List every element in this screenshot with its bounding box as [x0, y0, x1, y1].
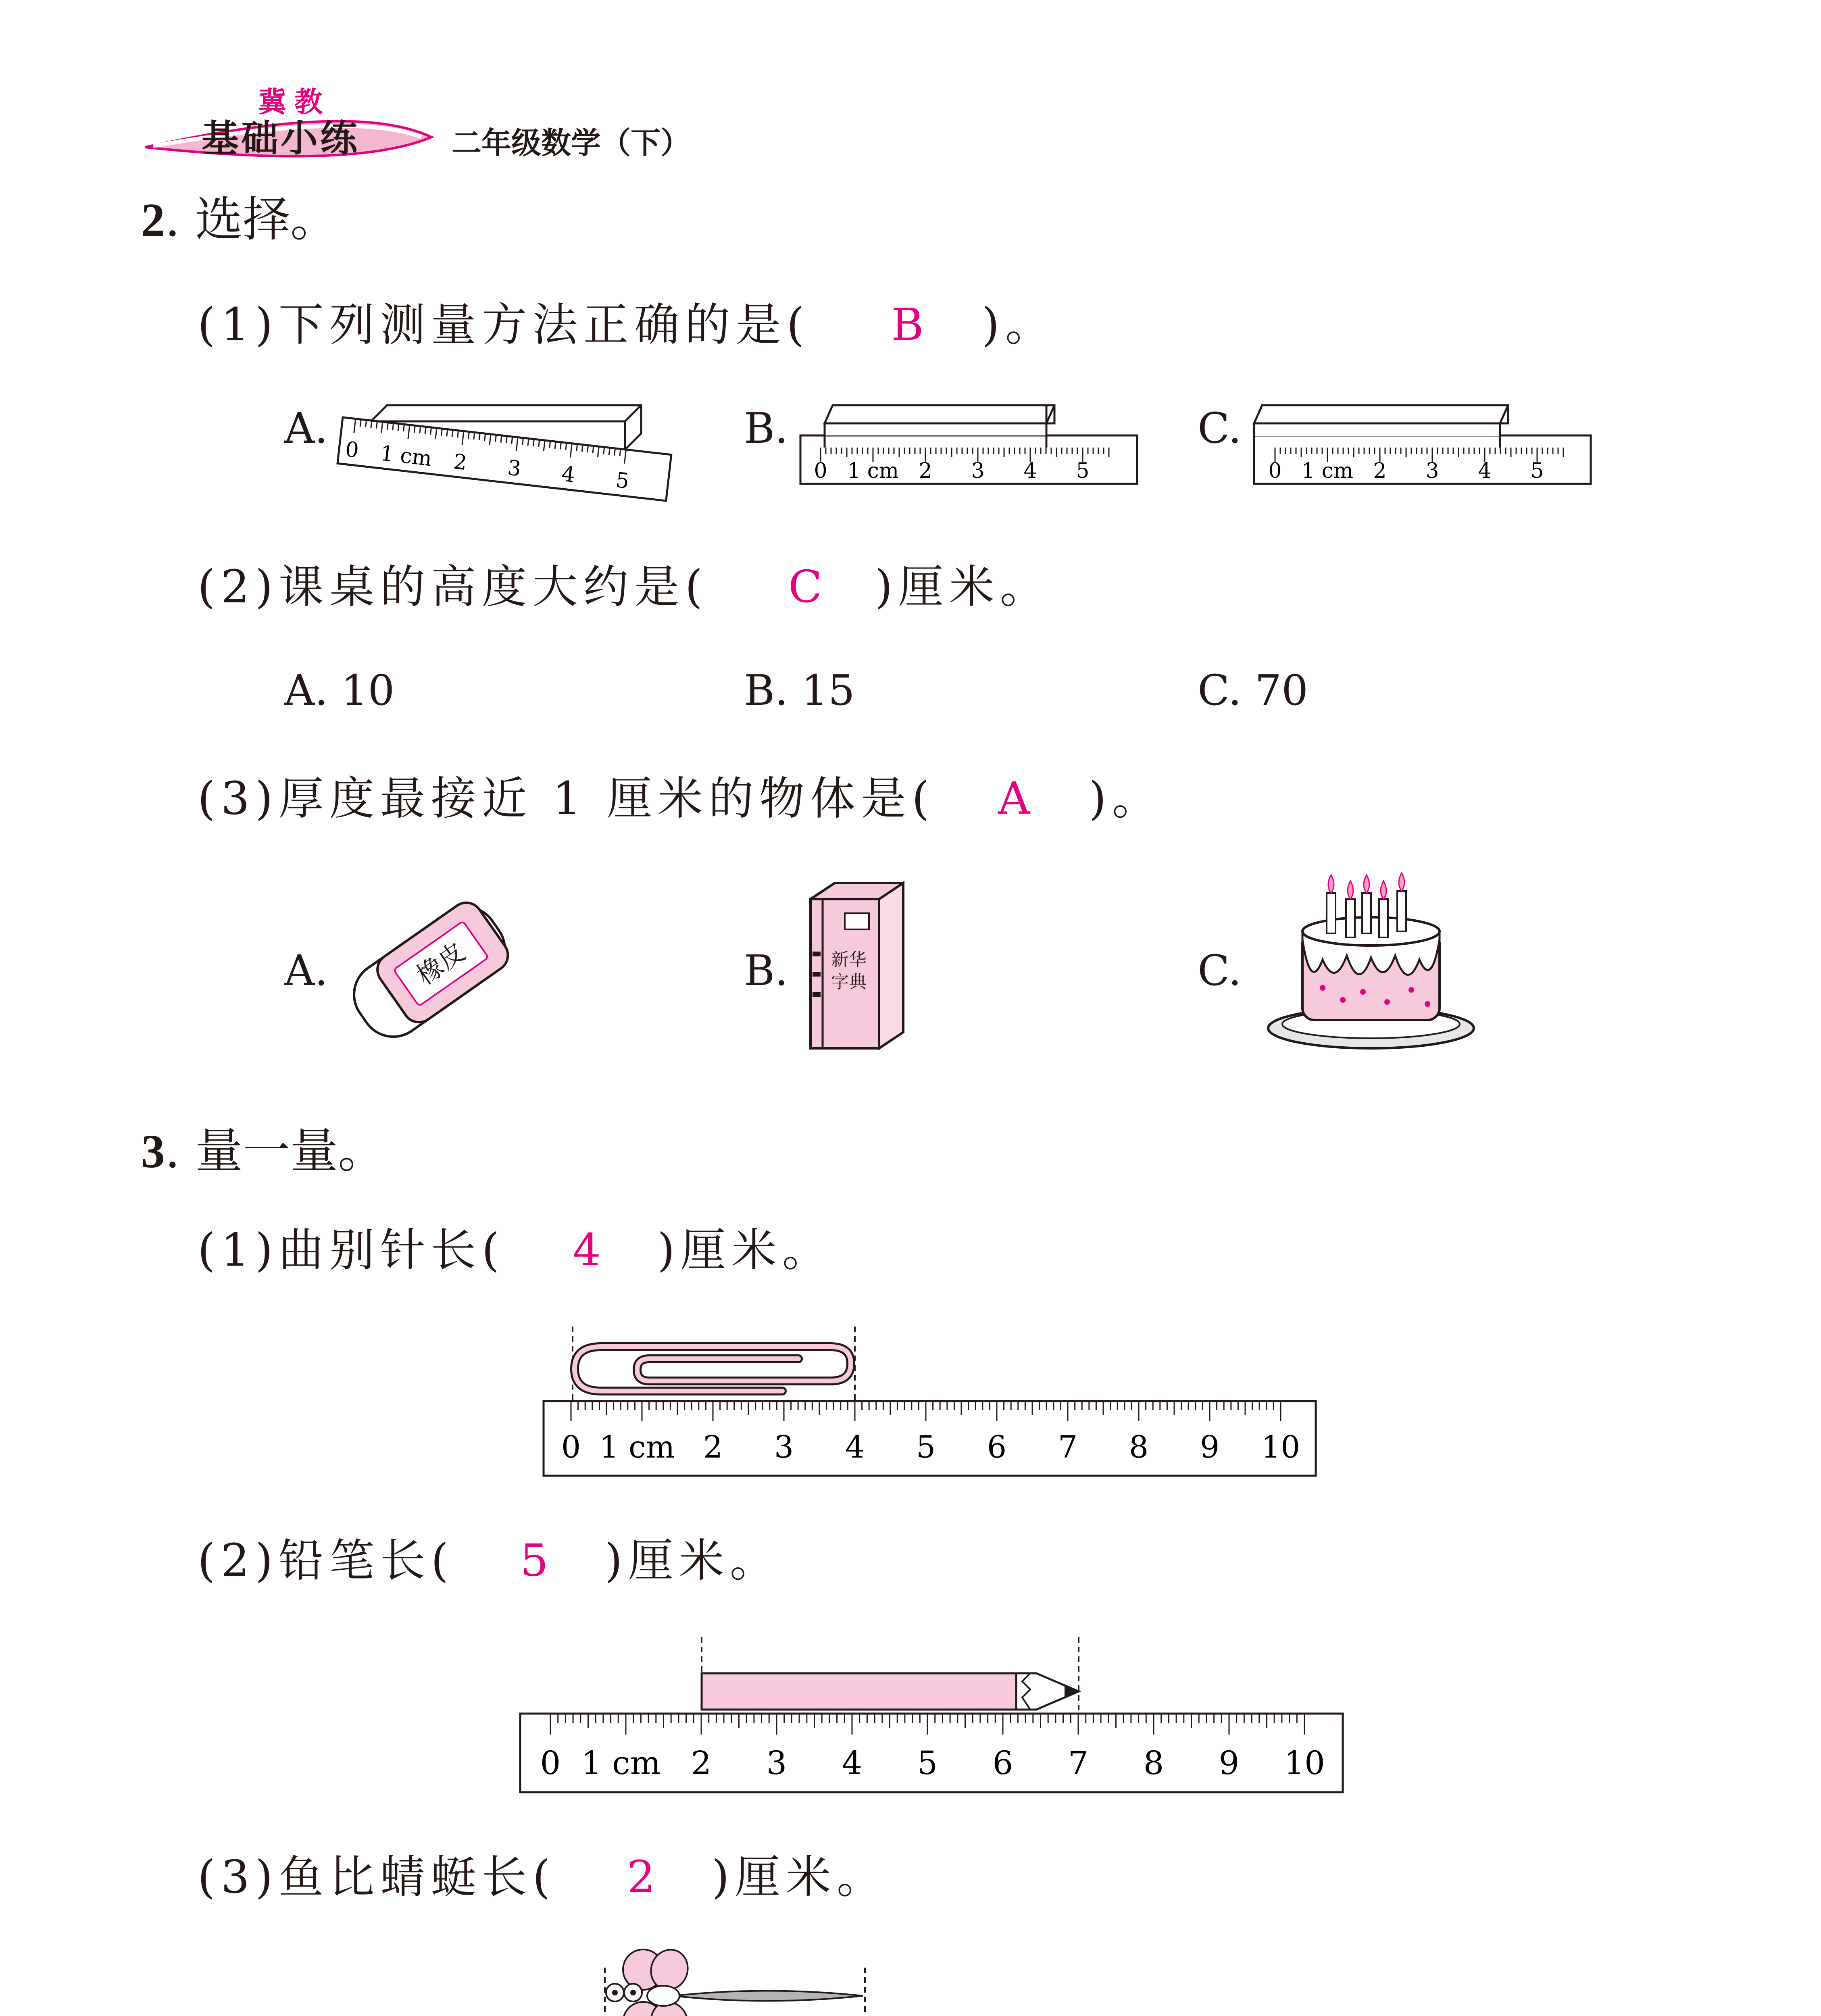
cake-icon — [1258, 871, 1484, 1056]
s2-q1-close: )。 — [982, 299, 1056, 351]
ruler10-b-label: 1 cm — [581, 1744, 661, 1782]
ruler10-b-label: 2 — [691, 1744, 712, 1782]
ruler-tick — [441, 429, 442, 436]
ruler-tick — [403, 424, 404, 431]
ruler-tick — [414, 425, 415, 433]
ruler-tick — [371, 421, 372, 428]
ruler10-b-label: 8 — [1143, 1744, 1164, 1782]
ruler-b-label: 0 — [814, 459, 827, 483]
ruler-option-a — [331, 399, 694, 520]
s2-q1-answer[interactable]: B — [891, 299, 924, 350]
brand-top: 冀教 — [258, 85, 331, 119]
ruler10-a-label: 4 — [845, 1429, 865, 1465]
ruler-tick — [528, 439, 529, 446]
section3-number: 3 — [141, 1125, 165, 1178]
s2-q3 — [198, 773, 935, 825]
ruler-c-label: 2 — [1373, 459, 1387, 483]
ruler-tick — [512, 437, 513, 444]
s3-q3 — [198, 1851, 556, 1904]
s2-q1-option-c: C. — [1198, 404, 1242, 453]
ruler10-b-label: 10 — [1284, 1744, 1325, 1782]
ruler-tick — [360, 419, 361, 427]
s2-q2-label: (2) — [198, 561, 279, 613]
s3-q1 — [198, 1224, 505, 1277]
ruler-a-label: 1 cm — [379, 441, 433, 471]
ruler-a-label: 4 — [560, 462, 577, 487]
ruler-tick — [533, 439, 534, 446]
pencil-ruler-figure — [516, 1629, 1355, 1798]
eraser-icon — [339, 895, 520, 1040]
ruler10-b-label: 4 — [842, 1744, 863, 1782]
ruler-tick — [420, 426, 421, 433]
ruler-tick — [539, 440, 540, 447]
s2-q2-close: )厘米。 — [875, 561, 1051, 613]
s2-q3-label: (3) — [198, 773, 279, 825]
ruler-tick — [474, 432, 475, 439]
ruler10-a-label: 9 — [1200, 1429, 1220, 1465]
ruler-tick — [620, 449, 621, 456]
ruler-tick — [609, 448, 610, 455]
s3-q2 — [198, 1535, 454, 1587]
dragonfly-icon — [606, 1944, 863, 2016]
s2-q3-close: )。 — [1089, 773, 1163, 825]
ruler-c-label: 0 — [1268, 459, 1282, 483]
ruler-tick — [582, 445, 583, 452]
paperclip-ruler-figure — [540, 1314, 1327, 1488]
ruler-c-label: 3 — [1425, 459, 1439, 483]
ruler-a-label: 0 — [344, 437, 360, 463]
header — [137, 77, 742, 181]
ruler10-a-label: 3 — [774, 1429, 794, 1465]
ruler-a-label: 3 — [506, 456, 523, 481]
s3-q2-answer[interactable]: 5 — [520, 1535, 548, 1586]
ruler-b-label: 3 — [971, 459, 985, 483]
s2-q3-text: 厚度最接近 1 厘米的物体是( — [278, 773, 935, 825]
ruler-b-label: 5 — [1076, 459, 1090, 483]
ruler-b-label: 4 — [1023, 459, 1037, 483]
s3-q2-label: (2) — [198, 1535, 279, 1587]
ruler-option-b — [796, 399, 1159, 504]
s3-q3-text: 鱼比蜻蜓长( — [278, 1851, 556, 1904]
ruler10-b-label: 3 — [766, 1744, 787, 1782]
s3-q2-close: )厘米。 — [605, 1535, 781, 1587]
ruler10-a-label: 8 — [1129, 1429, 1149, 1465]
ruler10-a-label: 6 — [987, 1429, 1007, 1465]
ruler-tick — [479, 433, 480, 440]
s3-q2-text: 铅笔长( — [278, 1535, 454, 1587]
s2-q3-option-c: C. — [1198, 946, 1242, 995]
ruler-tick — [393, 423, 394, 430]
ruler10-b-label: 0 — [540, 1744, 561, 1782]
ruler-tick — [593, 446, 594, 453]
ruler-tick — [506, 436, 507, 443]
ruler-tick — [387, 423, 388, 430]
dragonfly-fish-ruler-figure — [565, 1947, 1323, 2016]
s2-q2-text: 课桌的高度大约是( — [278, 561, 708, 613]
s2-q2-option-a: A. 10 — [284, 666, 395, 715]
ruler-tick — [452, 430, 453, 437]
ruler10-a-label: 2 — [703, 1429, 723, 1465]
s2-q2-option-c: C. 70 — [1198, 666, 1308, 715]
ruler-tick — [566, 443, 567, 450]
pencil-icon — [702, 1673, 1079, 1710]
ruler10-a-label: 1 cm — [599, 1429, 675, 1465]
ruler10-b-label: 7 — [1068, 1744, 1089, 1782]
ruler-tick — [398, 424, 399, 431]
ruler-b-label: 1 cm — [847, 459, 899, 483]
s2-q3-option-b: B. — [744, 946, 788, 995]
section2-title: . 选择。 — [165, 192, 338, 247]
s3-q1-label: (1) — [198, 1224, 279, 1277]
ruler-tick — [366, 420, 367, 427]
dictionary-label-2: 字典 — [831, 972, 867, 992]
ruler10-b-label: 9 — [1219, 1744, 1240, 1782]
section3-heading — [141, 1123, 386, 1179]
ruler-tick — [425, 427, 426, 434]
ruler-a-label: 5 — [614, 468, 631, 494]
s3-q1-answer[interactable]: 4 — [573, 1224, 601, 1276]
s3-q3-close: )厘米。 — [712, 1851, 888, 1904]
ruler-tick — [555, 442, 556, 449]
ruler10-a-label: 10 — [1261, 1429, 1300, 1465]
s2-q3-answer[interactable]: A — [998, 773, 1030, 824]
s2-q3-option-a: A. — [284, 946, 328, 995]
ruler10-b-label: 6 — [992, 1744, 1013, 1782]
s2-q1 — [198, 299, 810, 351]
ruler-tick — [560, 442, 561, 450]
brand-main: 基础小练 — [202, 117, 360, 160]
s2-q1-label: (1) — [198, 299, 279, 351]
s3-q3-answer[interactable]: 2 — [627, 1851, 655, 1903]
ruler-c-label: 5 — [1530, 459, 1544, 483]
s2-q1-option-a: A. — [284, 404, 328, 453]
s3-q1-text: 曲别针长( — [278, 1224, 505, 1277]
s2-q2-option-b: B. 15 — [744, 666, 855, 715]
paperclip-icon — [575, 1347, 851, 1391]
ruler-option-c — [1250, 399, 1613, 504]
ruler-tick — [447, 429, 448, 437]
s2-q1-text: 下列测量方法正确的是( — [278, 299, 810, 351]
ruler-tick — [376, 421, 377, 429]
s3-q3-label: (3) — [198, 1851, 279, 1904]
dictionary-icon — [802, 875, 915, 1056]
ruler10-a-label: 0 — [561, 1429, 581, 1465]
ruler10-b-label: 5 — [917, 1744, 938, 1782]
ruler-tick — [468, 432, 469, 439]
ruler-a-label: 2 — [452, 450, 469, 475]
ruler10-a-label: 7 — [1058, 1429, 1078, 1465]
dictionary-label-1: 新华 — [831, 950, 867, 970]
section2-number: 2 — [141, 194, 165, 246]
s2-q1-option-b: B. — [744, 404, 788, 453]
ruler10-a-label: 5 — [916, 1429, 936, 1465]
s3-q1-close: )厘米。 — [657, 1224, 833, 1277]
ruler-c-label: 4 — [1478, 459, 1492, 483]
ruler-tick — [501, 435, 502, 443]
ruler-b-label: 2 — [919, 459, 932, 483]
header-subtitle: 二年级数学（下） — [452, 126, 690, 160]
eraser-label: 橡皮 — [411, 937, 471, 991]
s2-q2-answer[interactable]: C — [788, 561, 823, 612]
ruler-c-label: 1 cm — [1301, 459, 1354, 483]
section3-title: . 量一量。 — [165, 1123, 386, 1179]
section2-heading — [141, 192, 338, 247]
s2-q2 — [198, 561, 708, 613]
